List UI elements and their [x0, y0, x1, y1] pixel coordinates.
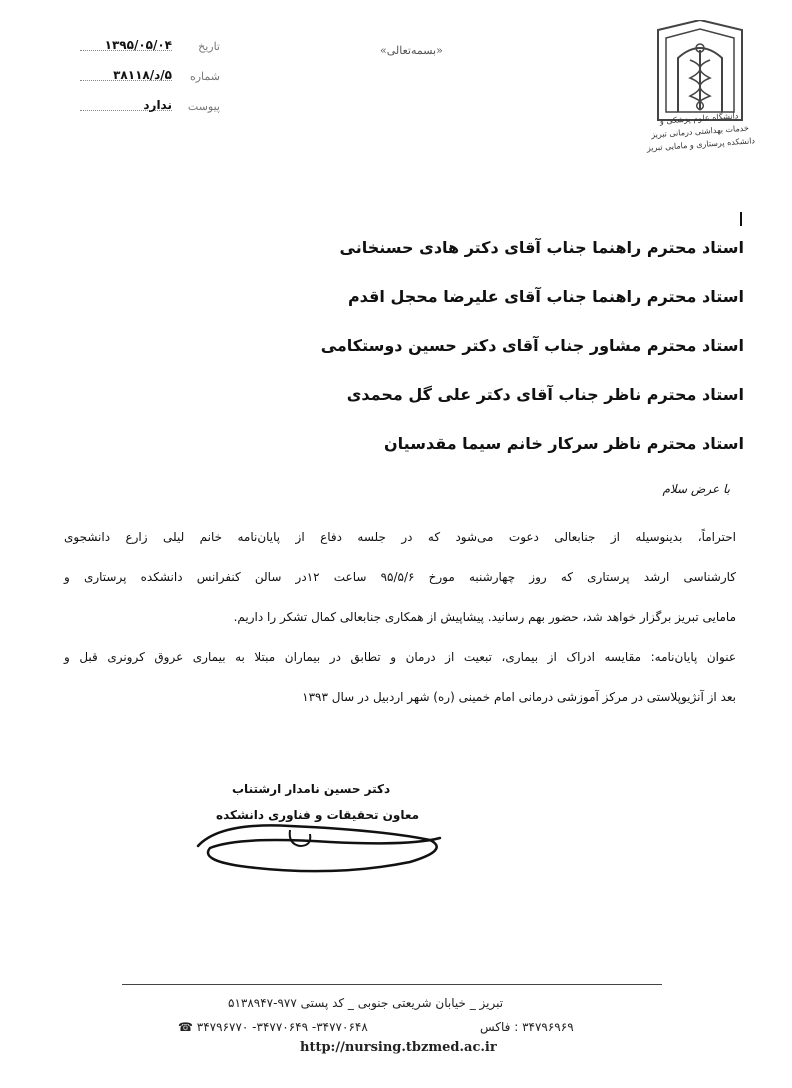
body-line: مامایی تبریز برگزار خواهد شد، حضور بهم رسانید. پیشاپیش از همکاری جنابعالی کمال تشکر را داریم. [233, 610, 736, 624]
number-value: ۵/د/۳۸۱۱۸ [113, 68, 172, 82]
body-line: عنوان پایان‌نامه: مقایسه ادراک از بیماری، تبعیت از درمان و تطابق در بیماران مبتلا به بیماری عروق کرونری قبل و [64, 650, 736, 664]
recipient-line: استاد محترم راهنما جناب آقای علیرضا محجل اقدم [347, 287, 744, 306]
attachment-value: ندارد [143, 98, 172, 112]
footer-phones: ۳۴۷۷۰۶۴۸- ۳۴۷۷۰۶۴۹- ۳۴۷۹۶۷۷۰ [196, 1020, 368, 1034]
basmala: «بسمه‌تعالی» [380, 44, 443, 57]
number-row [80, 70, 220, 88]
logo-caption-line: دانشگاه علوم پزشکی و [659, 111, 739, 126]
number-label: شماره [189, 70, 220, 83]
date-label: تاریخ [198, 40, 220, 53]
footer-divider [122, 984, 662, 985]
body-line: احتراماً، بدینوسیله از جنابعالی دعوت می‌شود که در جلسه دفاع از پایان‌نامه خانم لیلی زارع دانشجوی [64, 530, 736, 544]
university-emblem-icon [650, 20, 750, 180]
footer-fax: ۳۴۷۹۶۹۶۹ : فاکس [480, 1020, 574, 1034]
footer-url: http://nursing.tbzmed.ac.ir [300, 1040, 497, 1055]
signatory-name: دکتر حسین نامدار ارشتناب [232, 782, 391, 796]
attachment-row [80, 100, 220, 118]
recipient-line: استاد محترم مشاور جناب آقای دکتر حسین دوستکامی [320, 336, 744, 355]
footer-phones-row [178, 1020, 368, 1034]
telephone-icon: ☎ [178, 1020, 193, 1034]
text-cursor [740, 212, 742, 226]
signatory-title: معاون تحقیقات و فناوری دانشکده [216, 808, 420, 822]
greeting: با عرض سلام [662, 482, 730, 496]
body-line: بعد از آنژیوپلاستی در مرکز آموزشی درمانی امام خمینی (ره) شهر اردبیل در سال ۱۳۹۳ [302, 690, 736, 704]
recipient-line: استاد محترم ناظر جناب آقای دکتر علی گل محمدی [346, 385, 744, 404]
date-row [80, 40, 220, 58]
handwritten-signature-icon [180, 800, 460, 880]
logo-caption-line: دانشکده پرستاری و مامایی تبریز [646, 136, 756, 153]
logo-caption [639, 108, 761, 155]
footer-address: تبریز _ خیابان شریعتی جنوبی _ کد پستی ۹۷۷-۵۱۳۸۹۴۷ [228, 996, 504, 1010]
date-value: ۱۳۹۵/۰۵/۰۴ [104, 38, 172, 52]
recipient-line: استاد محترم راهنما جناب آقای دکتر هادی حسنخانی [339, 238, 744, 257]
recipient-line: استاد محترم ناظر سرکار خانم سیما مقدسیان [384, 434, 744, 453]
logo-caption-line: خدمات بهداشتی درمانی تبریز [650, 123, 750, 140]
body-line: کارشناسی ارشد پرستاری که روز چهارشنبه مورخ ۹۵/۵/۶ ساعت ۱۲در سالن کنفرانس دانشکده پرستاری و [64, 570, 736, 584]
attachment-label: پیوست [187, 100, 220, 113]
